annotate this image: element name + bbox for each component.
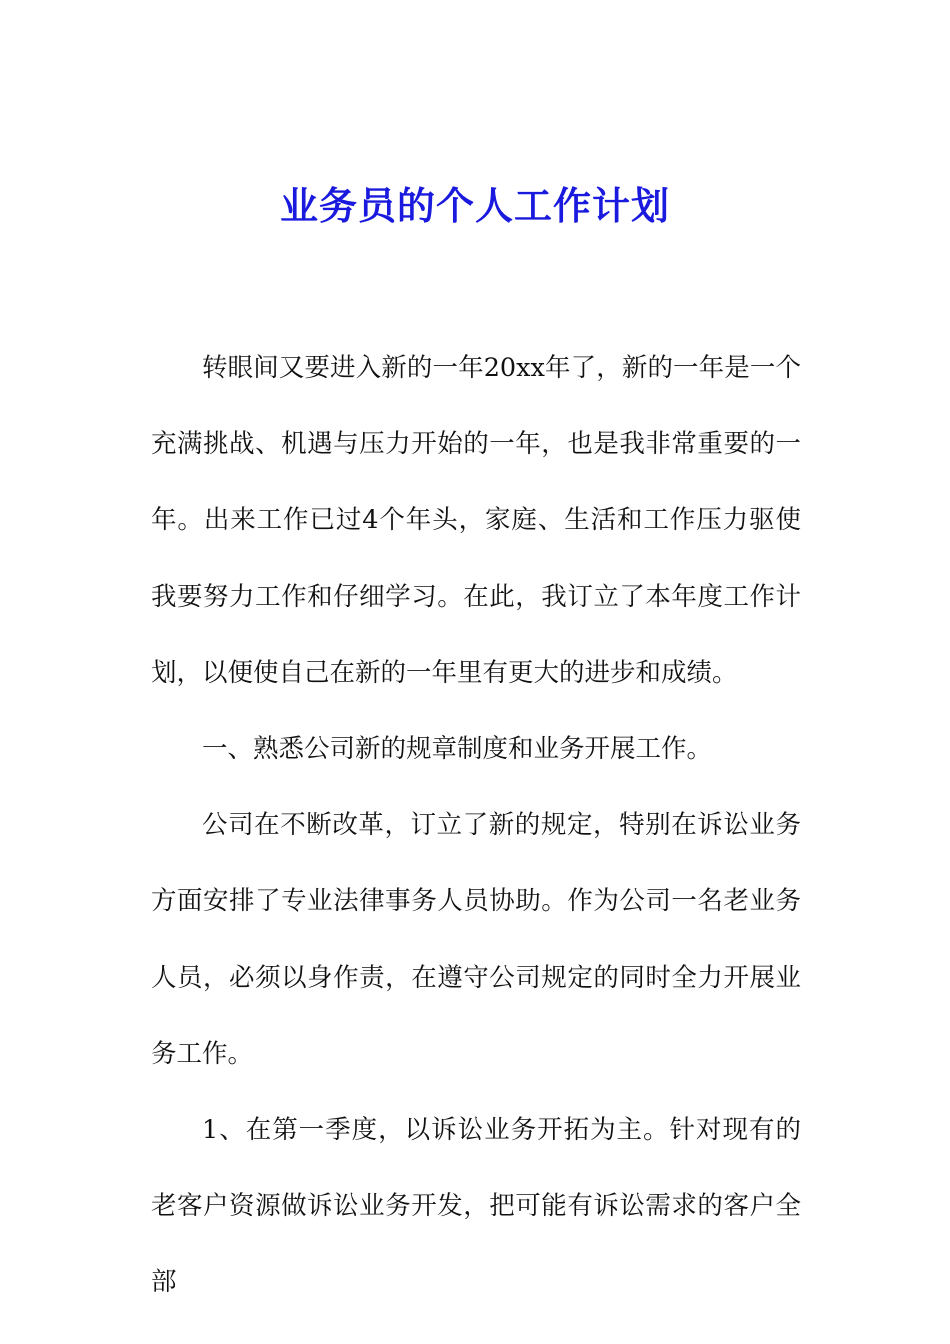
paragraph-company-rules: 公司在不断改革，订立了新的规定，特别在诉讼业务方面安排了专业法律事务人员协助。作为公司一名老业务人员，必须以身作责，在遵守公司规定的同时全力开展业务工作。 [151, 810, 801, 1069]
paragraph-first-quarter: 1、在第一季度，以诉讼业务开拓为主。针对现有的老客户资源做诉讼业务开发，把可能有诉讼需求的客户全部 [151, 1115, 801, 1298]
paragraph-section-heading-1: 一、熟悉公司新的规章制度和业务开展工作。 [202, 734, 713, 765]
document-title: 业务员的个人工作计划 [279, 184, 670, 228]
paragraph-intro: 转眼间又要进入新的一年20xx年了，新的一年是一个充满挑战、机遇与压力开始的一年，也是我非常重要的一年。出来工作已过4个年头，家庭、生活和工作压力驱使我要努力工作和仔细学习。在此，我订立了本年度工作计划，以便使自己在新的一年里有更大的进步和成绩。 [151, 353, 801, 688]
document-body [151, 330, 801, 1321]
